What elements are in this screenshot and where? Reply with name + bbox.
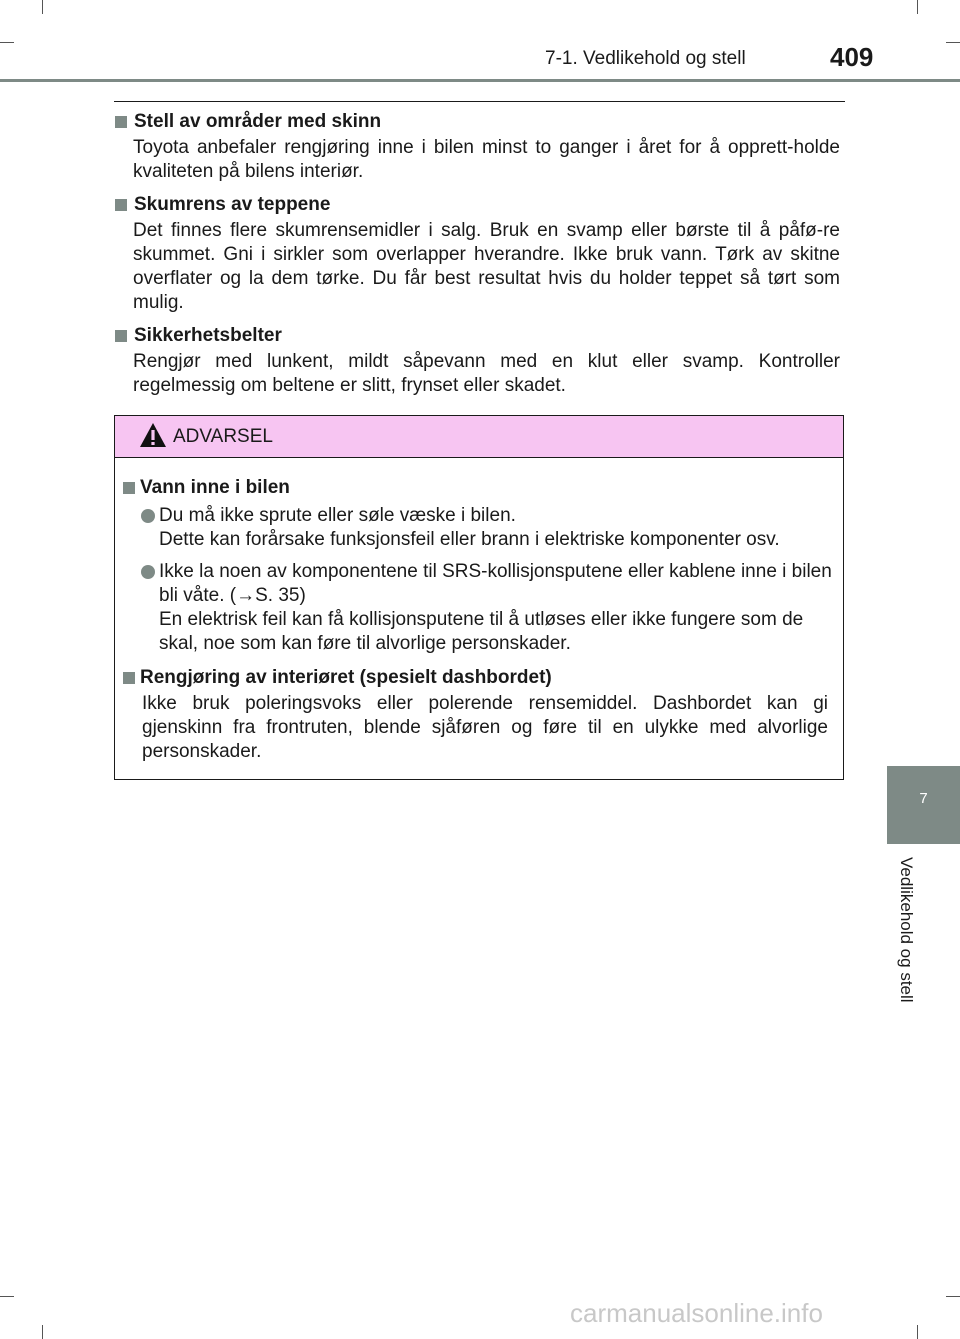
bullet-line: Ikke la noen av komponentene til SRS-kollisjonsputene eller kablene inne i bilen bli våte. (→S. 35) [159,561,832,606]
section-carpet-foam [114,191,840,315]
square-bullet-icon [123,482,135,494]
warning-body [115,458,843,764]
warning-section-interior [115,664,835,764]
chapter-side-label: Vedlikehold og stell [897,857,916,1003]
content-top-rule [114,101,845,102]
crop-mark [0,42,14,43]
crop-mark [0,1296,14,1297]
warning-box [114,415,844,780]
round-bullet-icon [141,565,155,579]
section-leather-care [114,108,840,184]
section-text: Toyota anbefaler rengjøring inne i bilen minst to ganger i året for å opprett-holde kvaliteten på bilens interiør. [133,137,840,182]
warning-section-heading: Vann inne i bilen [140,477,290,498]
section-seatbelts [114,322,840,398]
list-item [115,504,835,552]
main-content [114,108,840,405]
header-title: 7-1. Vedlikehold og stell [545,48,746,69]
crop-mark [42,1325,43,1339]
chapter-tab [887,766,960,844]
warning-section-heading: Rengjøring av interiøret (spesielt dashbordet) [140,667,552,688]
watermark: carmanualsonline.info [570,1298,823,1328]
section-heading: Stell av områder med skinn [134,111,382,132]
warning-section-water [115,474,835,656]
warning-triangle-icon [139,421,167,449]
section-text: Det finnes flere skumrensemidler i salg. Bruk en svamp eller børste til å påfø-re skummet. Gni i sirkler som overlapper hverandre. Ikke bruk vann. Tørk av skitne overflater og la dem tørke. Du får best resultat hvis du holder teppet så tørt som mulig. [133,220,840,313]
section-heading: Skumrens av teppene [134,194,331,215]
round-bullet-icon [141,509,155,523]
warning-section-text: Ikke bruk poleringsvoks eller polerende rensemiddel. Dashbordet kan gi gjenskinn fra frontruten, blende sjåføren og føre til en ulykke med alvorlige personskader. [142,693,828,762]
square-bullet-icon [115,199,127,211]
square-bullet-icon [123,672,135,684]
crop-mark [42,0,43,14]
bullet-line: Dette kan forårsake funksjonsfeil eller brann i elektriske komponenter osv. [159,529,780,550]
page-number: 409 [830,42,874,72]
bullet-line: En elektrisk feil kan få kollisjonsputene til å utløses eller ikke fungere som de skal, noe som kan føre til alvorlige personskader. [159,609,804,654]
header-rule [0,79,960,82]
crop-mark [946,42,960,43]
crop-mark [917,0,918,14]
warning-title: ADVARSEL [173,426,273,447]
chapter-number: 7 [919,790,928,807]
warning-header [115,416,843,458]
square-bullet-icon [115,116,127,128]
crop-mark [917,1325,918,1339]
section-text: Rengjør med lunkent, mildt såpevann med en klut eller svamp. Kontroller regelmessig om beltene er slitt, frynset eller skadet. [133,351,840,396]
square-bullet-icon [115,330,127,342]
section-heading: Sikkerhetsbelter [134,325,282,346]
crop-mark [946,1296,960,1297]
bullet-line: Du må ikke sprute eller søle væske i bilen. [159,505,516,526]
list-item [115,560,835,656]
